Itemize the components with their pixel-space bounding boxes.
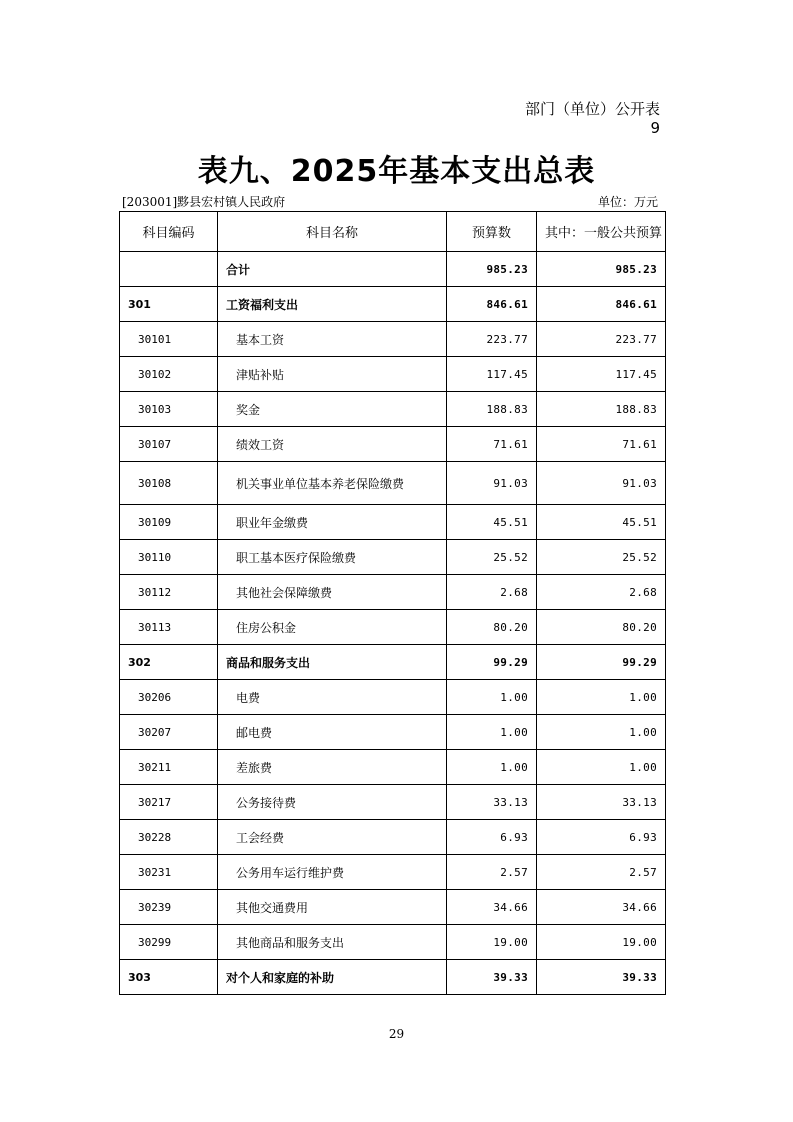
cell-code: 30112 xyxy=(120,575,218,610)
cell-code: 301 xyxy=(120,287,218,322)
column-header-general: 其中：一般公共预算 xyxy=(537,212,666,252)
cell-budget: 91.03 xyxy=(447,462,537,505)
table-row xyxy=(120,715,666,750)
cell-name: 基本工资 xyxy=(218,322,447,357)
cell-general: 99.29 xyxy=(537,645,666,680)
cell-budget: 985.23 xyxy=(447,252,537,287)
column-header-code: 科目编码 xyxy=(120,212,218,252)
cell-budget: 223.77 xyxy=(447,322,537,357)
table-body xyxy=(120,252,666,995)
table-row xyxy=(120,645,666,680)
cell-general: 71.61 xyxy=(537,427,666,462)
cell-name: 合计 xyxy=(218,252,447,287)
table-row xyxy=(120,505,666,540)
table-row xyxy=(120,785,666,820)
cell-code: 30217 xyxy=(120,785,218,820)
cell-budget: 39.33 xyxy=(447,960,537,995)
cell-general: 223.77 xyxy=(537,322,666,357)
cell-general: 188.83 xyxy=(537,392,666,427)
table-row xyxy=(120,357,666,392)
unit-label: 单位：万元 xyxy=(597,195,658,209)
cell-general: 1.00 xyxy=(537,680,666,715)
cell-code: 30102 xyxy=(120,357,218,392)
column-header-name: 科目名称 xyxy=(218,212,447,252)
cell-code: 302 xyxy=(120,645,218,680)
cell-code: 30109 xyxy=(120,505,218,540)
page-title: 表九、2025年基本支出总表 xyxy=(197,154,596,189)
cell-budget: 188.83 xyxy=(447,392,537,427)
cell-general: 25.52 xyxy=(537,540,666,575)
cell-general: 1.00 xyxy=(537,750,666,785)
cell-general: 33.13 xyxy=(537,785,666,820)
expenditure-table xyxy=(119,211,666,995)
cell-budget: 25.52 xyxy=(447,540,537,575)
cell-budget: 19.00 xyxy=(447,925,537,960)
cell-code: 30113 xyxy=(120,610,218,645)
table-header-row xyxy=(120,212,666,252)
cell-general: 91.03 xyxy=(537,462,666,505)
cell-general: 985.23 xyxy=(537,252,666,287)
cell-budget: 6.93 xyxy=(447,820,537,855)
cell-budget: 2.57 xyxy=(447,855,537,890)
table-row xyxy=(120,427,666,462)
cell-general: 846.61 xyxy=(537,287,666,322)
cell-name: 公务接待费 xyxy=(218,785,447,820)
table-row xyxy=(120,610,666,645)
cell-name: 工资福利支出 xyxy=(218,287,447,322)
cell-budget: 99.29 xyxy=(447,645,537,680)
cell-general: 80.20 xyxy=(537,610,666,645)
header-table-type: 部门（单位）公开表 xyxy=(524,100,660,118)
cell-name: 职业年金缴费 xyxy=(218,505,447,540)
table-row xyxy=(120,680,666,715)
cell-budget: 1.00 xyxy=(447,750,537,785)
cell-name: 其他商品和服务支出 xyxy=(218,925,447,960)
cell-budget: 1.00 xyxy=(447,680,537,715)
table-row xyxy=(120,820,666,855)
cell-name: 绩效工资 xyxy=(218,427,447,462)
cell-code: 303 xyxy=(120,960,218,995)
cell-name: 邮电费 xyxy=(218,715,447,750)
cell-name: 奖金 xyxy=(218,392,447,427)
cell-code: 30206 xyxy=(120,680,218,715)
table-row xyxy=(120,960,666,995)
header-table-number: 9 xyxy=(650,119,660,137)
cell-name: 公务用车运行维护费 xyxy=(218,855,447,890)
cell-name: 差旅费 xyxy=(218,750,447,785)
cell-code: 30101 xyxy=(120,322,218,357)
cell-budget: 2.68 xyxy=(447,575,537,610)
table-row xyxy=(120,322,666,357)
cell-name: 津贴补贴 xyxy=(218,357,447,392)
cell-name: 机关事业单位基本养老保险缴费 xyxy=(218,462,447,505)
cell-general: 45.51 xyxy=(537,505,666,540)
column-header-budget: 预算数 xyxy=(447,212,537,252)
table-row xyxy=(120,462,666,505)
cell-general: 117.45 xyxy=(537,357,666,392)
cell-code: 30107 xyxy=(120,427,218,462)
cell-budget: 33.13 xyxy=(447,785,537,820)
table-row xyxy=(120,540,666,575)
cell-name: 住房公积金 xyxy=(218,610,447,645)
table-row xyxy=(120,925,666,960)
cell-general: 6.93 xyxy=(537,820,666,855)
cell-code: 30299 xyxy=(120,925,218,960)
page-number: 29 xyxy=(388,1027,405,1041)
cell-name: 其他社会保障缴费 xyxy=(218,575,447,610)
cell-name: 工会经费 xyxy=(218,820,447,855)
cell-budget: 117.45 xyxy=(447,357,537,392)
cell-code: 30207 xyxy=(120,715,218,750)
cell-general: 2.68 xyxy=(537,575,666,610)
cell-code: 30103 xyxy=(120,392,218,427)
cell-budget: 80.20 xyxy=(447,610,537,645)
table-row xyxy=(120,575,666,610)
cell-name: 对个人和家庭的补助 xyxy=(218,960,447,995)
cell-budget: 71.61 xyxy=(447,427,537,462)
cell-budget: 34.66 xyxy=(447,890,537,925)
cell-name: 其他交通费用 xyxy=(218,890,447,925)
cell-code: 30228 xyxy=(120,820,218,855)
cell-general: 39.33 xyxy=(537,960,666,995)
cell-budget: 1.00 xyxy=(447,715,537,750)
cell-general: 1.00 xyxy=(537,715,666,750)
cell-general: 19.00 xyxy=(537,925,666,960)
table-row xyxy=(120,855,666,890)
cell-code: 30108 xyxy=(120,462,218,505)
cell-code: 30110 xyxy=(120,540,218,575)
cell-name: 电费 xyxy=(218,680,447,715)
cell-budget: 45.51 xyxy=(447,505,537,540)
cell-code: 30211 xyxy=(120,750,218,785)
table-row xyxy=(120,750,666,785)
cell-code: 30239 xyxy=(120,890,218,925)
cell-name: 职工基本医疗保险缴费 xyxy=(218,540,447,575)
cell-general: 2.57 xyxy=(537,855,666,890)
table-row xyxy=(120,287,666,322)
cell-general: 34.66 xyxy=(537,890,666,925)
table-row xyxy=(120,252,666,287)
table-row xyxy=(120,392,666,427)
cell-code: 30231 xyxy=(120,855,218,890)
table-row xyxy=(120,890,666,925)
cell-code xyxy=(120,252,218,287)
cell-budget: 846.61 xyxy=(447,287,537,322)
cell-name: 商品和服务支出 xyxy=(218,645,447,680)
unit-name: [203001]黟县宏村镇人民政府 xyxy=(122,195,286,209)
